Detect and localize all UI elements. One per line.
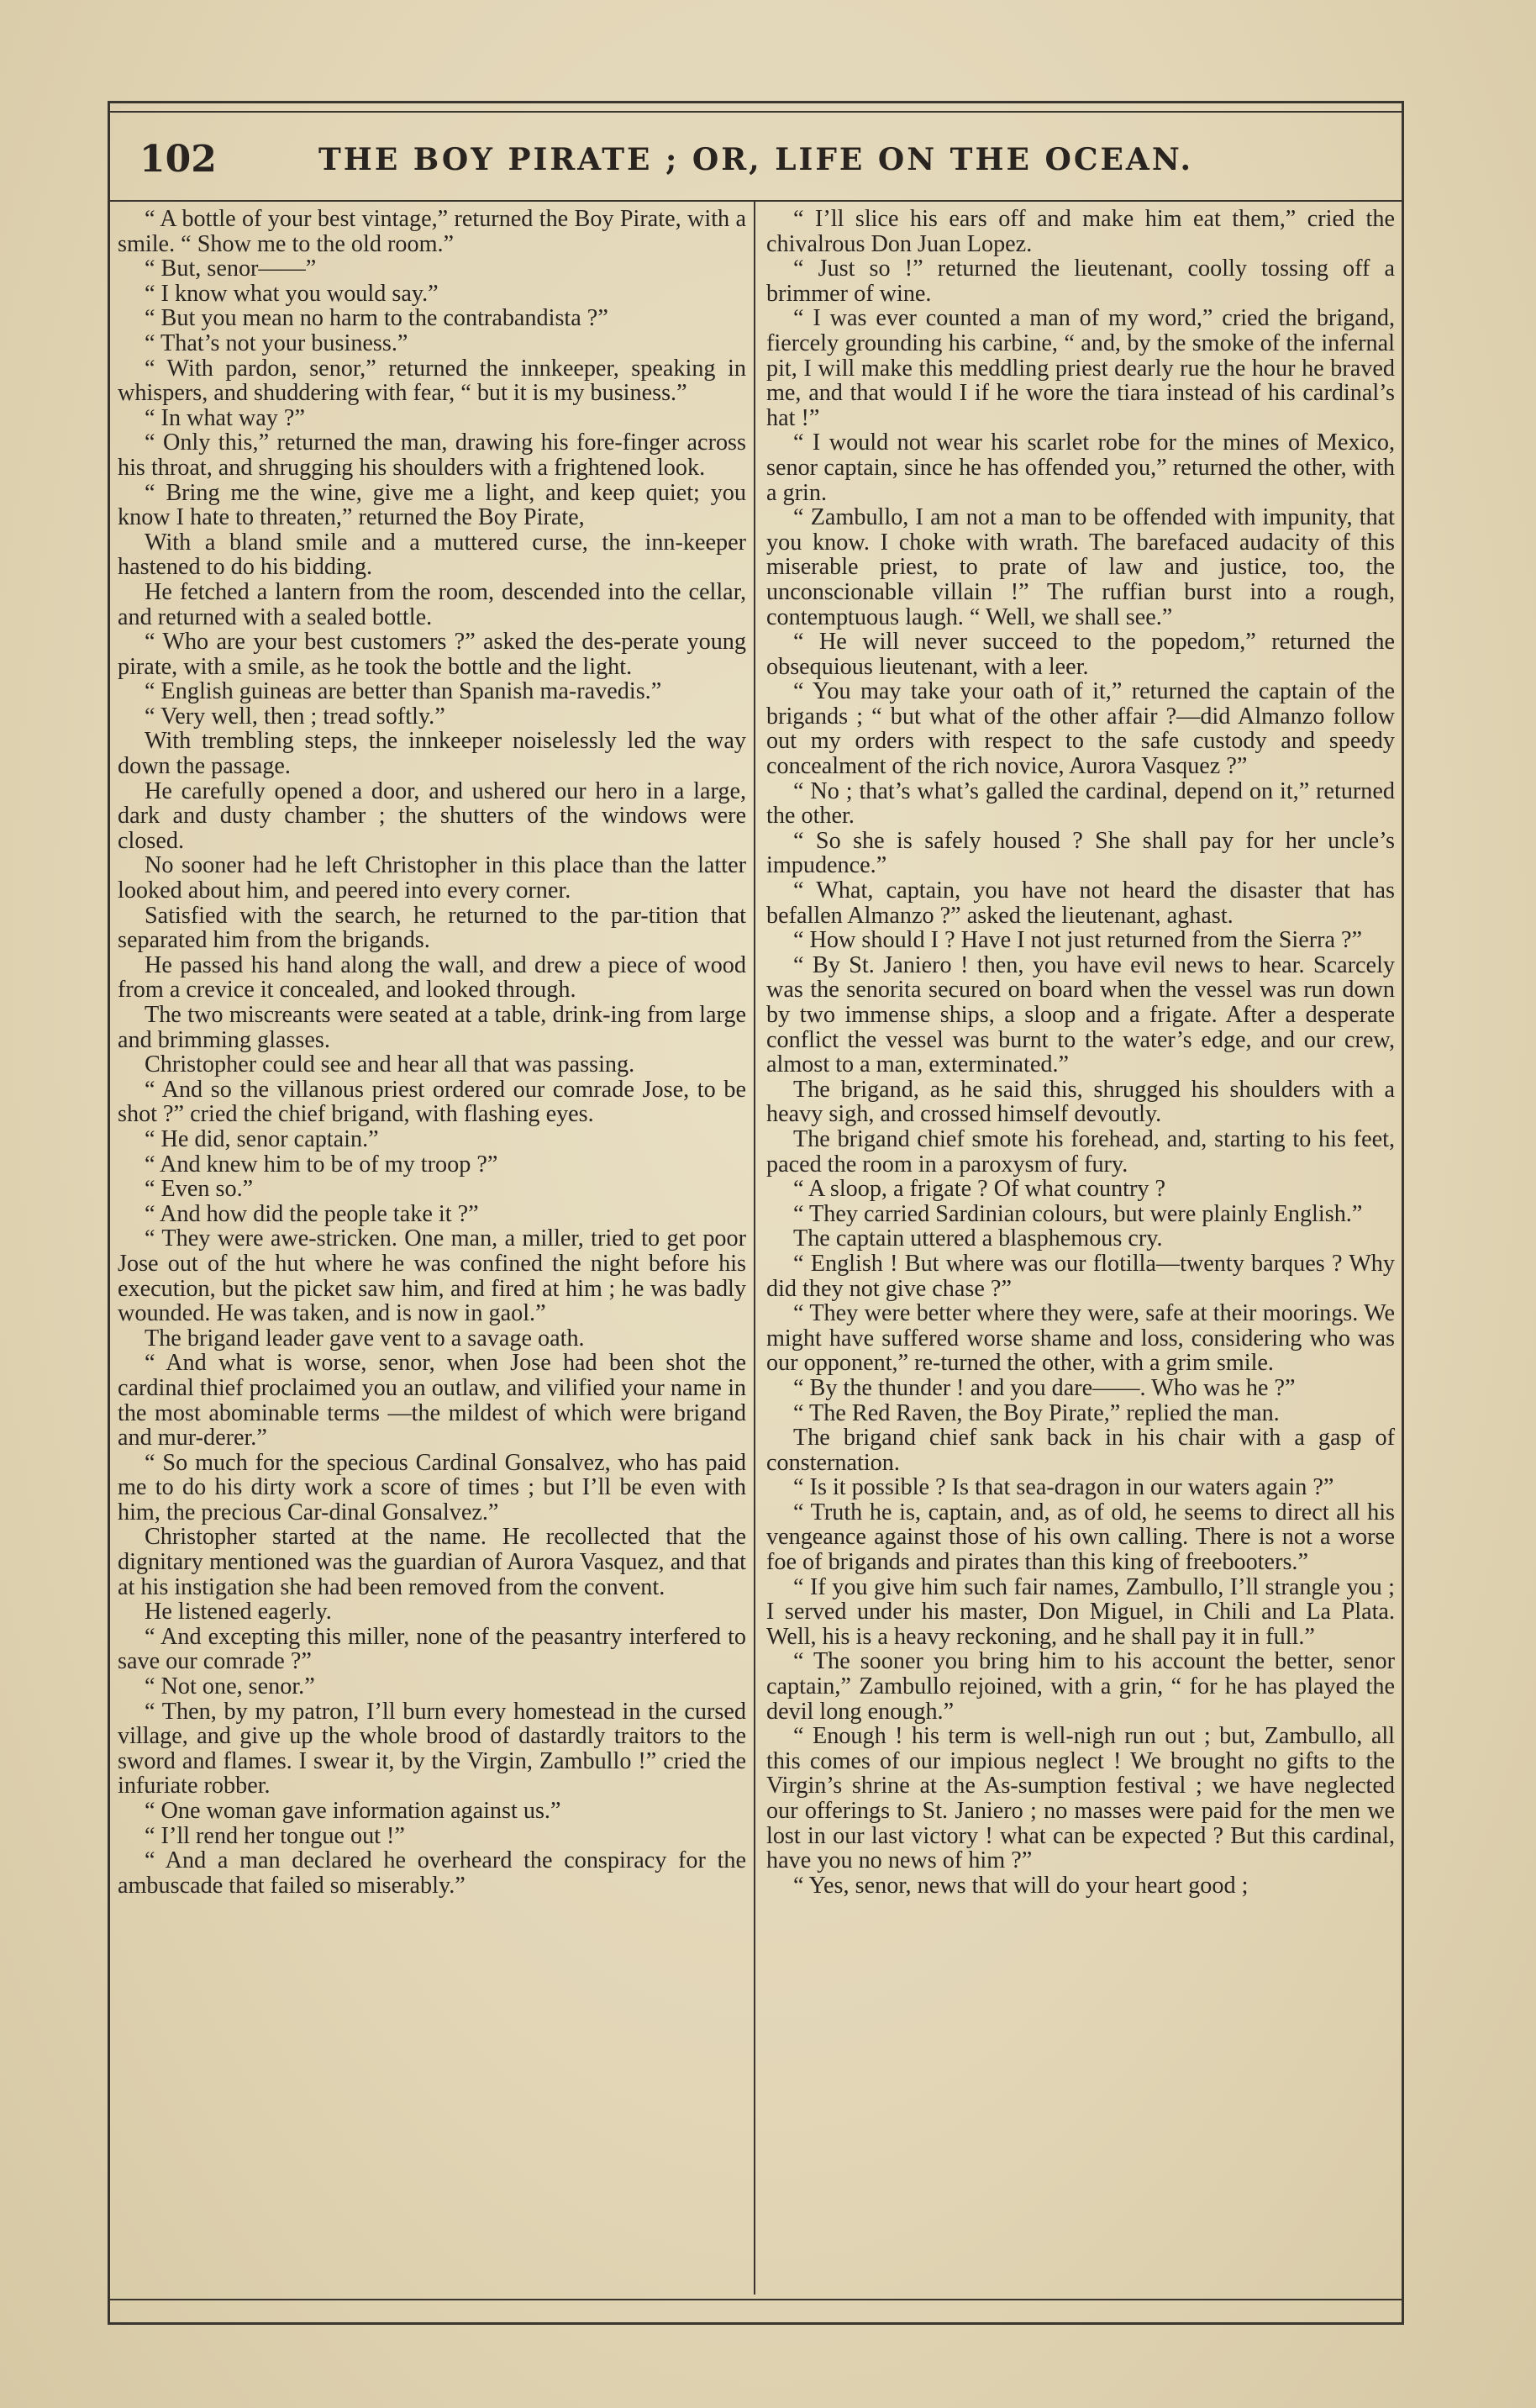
paragraph: “ Is it possible ? Is that sea-dragon in our waters again ?”: [793, 1474, 1334, 1501]
paragraph: “ If you give him such fair names, Zambullo, I’ll strangle you ; I served under his master, Don Miguel, in Chili and La Plata. Well, his is a heavy reckoning, and he shall pay it in full.”: [766, 1573, 1395, 1650]
paragraph: “ Then, by my patron, I’ll burn every homestead in the cursed village, and give up the whole brood of dastardly traitors to the sword and flames. I swear it, by the Virgin, Zambullo !” cried the infuriate robber.: [118, 1698, 746, 1799]
paragraph: “ A bottle of your best vintage,” returned the Boy Pirate, with a smile. “ Show me to the old room.”: [118, 206, 746, 257]
bottom-rule: [108, 2299, 1404, 2300]
paragraph: “ In what way ?”: [145, 404, 305, 431]
paragraph: “ And how did the people take it ?”: [145, 1200, 479, 1227]
paragraph: Christopher started at the name. He recollected that the dignitary mentioned was the guardian of Aurora Vasquez, and that at his instigation she had been removed from the convent.: [118, 1524, 746, 1600]
paragraph: The brigand leader gave vent to a savage oath.: [145, 1325, 585, 1352]
paragraph: “ He did, senor captain.”: [145, 1125, 379, 1152]
paragraph: He passed his hand along the wall, and drew a piece of wood from a crevice it concealed, and looked through.: [118, 951, 746, 1004]
paragraph: No sooner had he left Christopher in this place than the latter looked about him, and peered into every corner.: [118, 852, 746, 904]
paragraph: “ With pardon, senor,” returned the innkeeper, speaking in whispers, and shuddering with fear, “ but it is my business.”: [118, 355, 746, 407]
paragraph: “ Bring me the wine, give me a light, and keep quiet; you know I hate to threaten,” returned the Boy Pirate,: [118, 479, 746, 531]
paragraph: “ I’ll rend her tongue out !”: [145, 1822, 405, 1849]
right-column: [766, 207, 1395, 1898]
paragraph: “ Who are your best customers ?” asked the des-perate young pirate, with a smile, as he took the bottle and the light.: [118, 629, 746, 680]
paragraph: “ Only this,” returned the man, drawing his fore-finger across his throat, and shrugging his shoulders with a frightened look.: [118, 429, 746, 481]
paragraph: “ How should I ? Have I not just returned from the Sierra ?”: [793, 927, 1363, 954]
paragraph: “ Just so !” returned the lieutenant, coolly tossing off a brimmer of wine.: [766, 256, 1395, 307]
paragraph: The two miscreants were seated at a table, drink-ing from large and brimming glasses.: [118, 1002, 746, 1053]
paragraph: “ English guineas are better than Spanish ma-ravedis.”: [145, 678, 662, 705]
paragraph: Christopher could see and hear all that was passing.: [145, 1051, 635, 1078]
paragraph: He carefully opened a door, and ushered our hero in a large, dark and dusty chamber ; the shutters of the windows were closed.: [118, 777, 746, 854]
paragraph: He listened eagerly.: [145, 1599, 332, 1626]
paragraph: “ English ! But where was our flotilla—twenty barques ? Why did they not give chase ?”: [766, 1250, 1395, 1302]
paragraph: “ And a man declared he overheard the conspiracy for the ambuscade that failed so miserably.”: [118, 1847, 746, 1899]
paragraph: “ Not one, senor.”: [145, 1673, 315, 1700]
paragraph: “ They carried Sardinian colours, but were plainly English.”: [793, 1200, 1363, 1227]
paragraph: With a bland smile and a muttered curse, the inn-keeper hastened to do his bidding.: [118, 529, 746, 581]
paragraph: “ But, senor——”: [145, 256, 317, 282]
paragraph: “ Very well, then ; tread softly.”: [145, 703, 445, 730]
left-column: [118, 207, 746, 1898]
paragraph: “ Yes, senor, news that will do your heart good ;: [793, 1872, 1249, 1899]
paragraph: “ Enough ! his term is well-nigh run out ; but, Zambullo, all this comes of our impious neglect ! We brought no gifts to the Virgin’s shrine at the As-sumption festival ; we have neglected our offerings to St. Janiero ; no masses were paid for the men we lost in our last victory ! what can be expected ? But this cardinal, have you no news of him ?”: [766, 1723, 1395, 1874]
paragraph: Satisfied with the search, he returned to the par-tition that separated him from the brigands.: [118, 902, 746, 954]
paragraph: “ And so the villanous priest ordered our comrade Jose, to be shot ?” cried the chief brigand, with flashing eyes.: [118, 1076, 746, 1128]
paragraph: “ What, captain, you have not heard the disaster that has befallen Almanzo ?” asked the lieutenant, aghast.: [766, 877, 1395, 929]
page-header: [108, 134, 1404, 193]
paragraph: With trembling steps, the innkeeper noiselessly led the way down the passage.: [118, 728, 746, 780]
paragraph: “ So she is safely housed ? She shall pay for her uncle’s impudence.”: [766, 827, 1395, 879]
paragraph: “ They were awe-stricken. One man, a miller, tried to get poor Jose out of the hut where he was confined the night before his execution, but the picket saw him, and fired at him ; he was badly wounded. He was taken, and is now in gaol.”: [118, 1225, 746, 1327]
paragraph: “ And knew him to be of my troop ?”: [145, 1151, 498, 1178]
paragraph: “ Even so.”: [145, 1176, 254, 1203]
header-rule: [108, 200, 1404, 202]
paragraph: “ He will never succeed to the popedom,” returned the obsequious lieutenant, with a leer.: [766, 629, 1395, 680]
paragraph: The captain uttered a blasphemous cry.: [793, 1225, 1163, 1252]
column-divider: [754, 202, 755, 2295]
paragraph: “ By St. Janiero ! then, you have evil news to hear. Scarcely was the senorita secured on board when the vessel was run down by two immense ships, a sloop and a frigate. After a desperate conflict the vessel was burnt to the water’s edge, and our crew, almost to a man, exterminated.”: [766, 951, 1395, 1078]
paragraph: “ They were better where they were, safe at their moorings. We might have suffered worse shame and loss, considering who was our opponent,” re-turned the other, with a grim smile.: [766, 1300, 1395, 1377]
paragraph: “ I would not wear his scarlet robe for the mines of Mexico, senor captain, since he has offended you,” returned the other, with a grin.: [766, 429, 1395, 506]
paragraph: “ One woman gave information against us.”: [145, 1798, 561, 1824]
paragraph: “ I know what you would say.”: [145, 280, 439, 307]
paragraph: “ The sooner you bring him to his account the better, senor captain,” Zambullo rejoined, with a grin, “ for he has played the devil long enough.”: [766, 1648, 1395, 1725]
paragraph: “ A sloop, a frigate ? Of what country ?: [793, 1176, 1166, 1203]
paragraph: “ So much for the specious Cardinal Gonsalvez, who has paid me to do his dirty work a score of times ; but I’ll be even with him, the precious Car-dinal Gonsalvez.”: [118, 1449, 746, 1525]
paragraph: The brigand, as he said this, shrugged his shoulders with a heavy sigh, and crossed himself devoutly.: [766, 1076, 1395, 1128]
paragraph: He fetched a lantern from the room, descended into the cellar, and returned with a sealed bottle.: [118, 578, 746, 630]
paragraph: “ Zambullo, I am not a man to be offended with impunity, that you know. I choke with wrath. The barefaced audacity of this miserable priest, to prate of law and justice, too, the unconscionable villain !” The ruffian burst into a rough, contemptuous laugh. “ Well, we shall see.”: [766, 504, 1395, 630]
paragraph: “ And excepting this miller, none of the peasantry interfered to save our comrade ?”: [118, 1623, 746, 1675]
paragraph: “ The Red Raven, the Boy Pirate,” replied the man.: [793, 1399, 1280, 1426]
paragraph: “ And what is worse, senor, when Jose had been shot the cardinal thief proclaimed you an outlaw, and vilified your name in the most abominable terms —the mildest of which were brigand and mur-derer.”: [118, 1350, 746, 1452]
paragraph: The brigand chief smote his forehead, and, starting to his feet, paced the room in a paroxysm of fury.: [766, 1125, 1395, 1178]
paragraph: “ Truth he is, captain, and, as of old, he seems to direct all his vengeance against those of his own calling. There is not a worse foe of brigands and pirates than this king of freebooters.”: [766, 1499, 1395, 1576]
top-double-rule: [108, 111, 1404, 113]
paragraph: “ You may take your oath of it,” returned the captain of the brigands ; “ but what of the other affair ?—did Almanzo follow out my orders with respect to the safe custody and speedy concealment of the rich novice, Aurora Vasquez ?”: [766, 678, 1395, 780]
paragraph: “ No ; that’s what’s galled the cardinal, depend on it,” returned the other.: [766, 777, 1395, 830]
paragraph: “ By the thunder ! and you dare——. Who was he ?”: [793, 1374, 1296, 1401]
paragraph: “ But you mean no harm to the contrabandista ?”: [145, 305, 608, 332]
paragraph: “ I’ll slice his ears off and make him eat them,” cried the chivalrous Don Juan Lopez.: [766, 206, 1395, 257]
paragraph: “ I was ever counted a man of my word,” cried the brigand, fiercely grounding his carbine, “ and, by the smoke of the infernal pit, I will make this meddling priest dearly rue the hour he braved me, and that would I if he wore the tiara instead of his cardinal’s hat !”: [766, 305, 1395, 431]
page-number: 102: [139, 138, 217, 181]
running-title: THE BOY PIRATE ; OR, LIFE ON THE OCEAN.: [318, 142, 1193, 177]
paragraph: “ That’s not your business.”: [145, 329, 408, 356]
paragraph: The brigand chief sank back in his chair with a gasp of consternation.: [766, 1425, 1395, 1476]
